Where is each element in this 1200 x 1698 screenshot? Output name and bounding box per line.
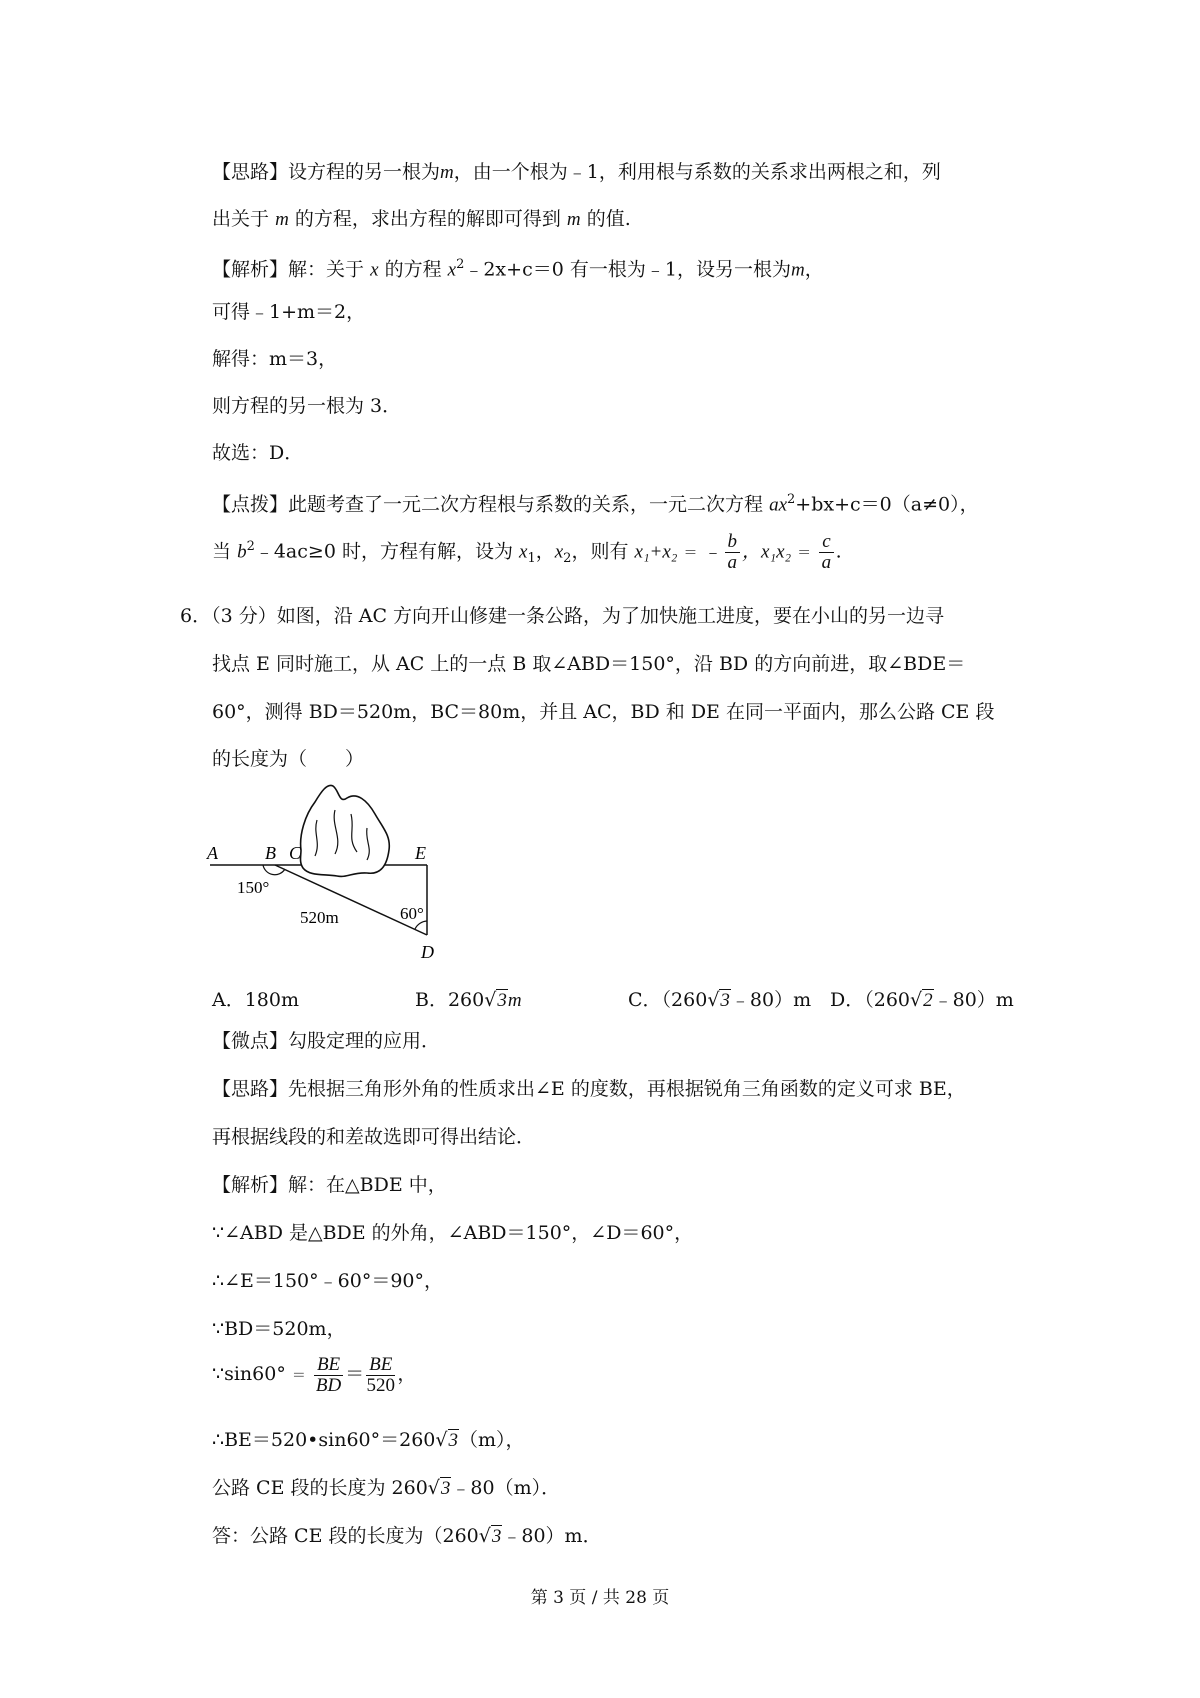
label-angle-150: 150° (237, 878, 270, 897)
fraction-c-over-a: $\frac{c}{a}$ (819, 532, 833, 573)
thinking-line-2: 出关于 m 的方程，求出方程的解即可得到 m 的值. (212, 208, 631, 230)
question-6-line-1: 6．（3 分）如图，沿 AC 方向开山修建一条公路，为了加快施工进度，要在小山的另一边寻 (180, 605, 945, 627)
fraction-be-bd: $\frac{BE}{BD}$ (315, 1353, 342, 1396)
solution-analysis-7: 公路 CE 段的长度为 260√3﹣80（m）． (212, 1477, 561, 1499)
analysis-line-1: 【解析】解：关于 x 的方程 $x^2﹣2x+c=0$ 有一根为﹣1，设另一根为m， (212, 257, 824, 281)
solution-analysis-4: ∵BD＝520m， (212, 1318, 346, 1340)
solution-thinking-2: 再根据线段的和差故选即可得出结论． (212, 1126, 536, 1148)
solution-answer: 答：公路 CE 段的长度为（260√3﹣80）m． (212, 1525, 602, 1547)
geometry-figure (205, 780, 455, 965)
question-6-line-2: 找点 E 同时施工，从 AC 上的一点 B 取∠ABD＝150°，沿 BD 的方向前进，取∠BDE＝ (212, 653, 966, 675)
analysis-line-2: 可得﹣1+m＝2， (212, 301, 366, 323)
label-c: C (289, 843, 302, 863)
option-a: A．180m (212, 989, 300, 1011)
question-6-line-3: 60°，测得 BD＝520m，BC＝80m，并且 AC，BD 和 DE 在同一平面内，那么公路 CE 段 (212, 701, 995, 723)
page-footer: 第 3 页 / 共 28 页 (530, 1588, 670, 1608)
solution-analysis-1: 【解析】解：在△BDE 中， (212, 1174, 447, 1196)
solution-analysis-6: ∴BE＝520•sin60°＝260√3（m）， (212, 1429, 525, 1451)
label-e: E (415, 843, 426, 863)
analysis-line-4: 则方程的另一根为 3． (212, 395, 402, 417)
thinking-tag: 【思路】 (212, 161, 289, 183)
analysis-line-3: 解得：m＝3， (212, 348, 338, 370)
tip-line-1: 【点拨】此题考查了一元二次方程根与系数的关系，一元二次方程 $ax^2+bx+c=0(a\ne 0)$， (212, 492, 979, 516)
label-angle-60: 60° (400, 904, 424, 923)
fraction-b-over-a: $\frac{b}{a}$ (725, 532, 741, 573)
option-d: D．（260√2﹣80）m (830, 989, 1014, 1011)
option-b: B．260√3m (415, 989, 522, 1011)
solution-analysis-2: ∵∠ABD 是△BDE 的外角，∠ABD＝150°，∠D＝60°， (212, 1222, 694, 1244)
analysis-line-5: 故选：D． (212, 442, 304, 464)
label-a: A (207, 843, 218, 863)
tip-line-2: 当 $b^2﹣4ac\ge 0$ 时，方程有解，设为 $x_1$，$x_2$，则有 x₁+x₂ ＝ ﹣ $\frac{b}{a}$ ，x₁x₂ ＝ $\frac{c}{a}$ . (212, 530, 842, 573)
solution-analysis-3: ∴∠E＝150°﹣60°＝90°， (212, 1270, 443, 1292)
solution-thinking-1: 【思路】先根据三角形外角的性质求出∠E 的度数，再根据锐角三角函数的定义可求 BE， (212, 1078, 966, 1100)
option-c: C．（260√3﹣80）m (628, 989, 812, 1011)
label-d: D (421, 942, 434, 962)
fraction-be-520: $\frac{BE}{520}$ (366, 1353, 396, 1396)
label-length: 520m (300, 908, 339, 927)
solution-point: 【微点】勾股定理的应用． (212, 1030, 441, 1052)
thinking-line-1: 【思路】设方程的另一根为m，由一个根为﹣1，利用根与系数的关系求出两根之和，列 (212, 161, 941, 183)
solution-analysis-5: ∵sin60° ＝ $\frac{BE}{BD}$ ＝ $\frac{BE}{520}$ ， (212, 1353, 417, 1396)
question-6-line-4: 的长度为（ ） (212, 748, 365, 770)
label-b: B (265, 843, 276, 863)
